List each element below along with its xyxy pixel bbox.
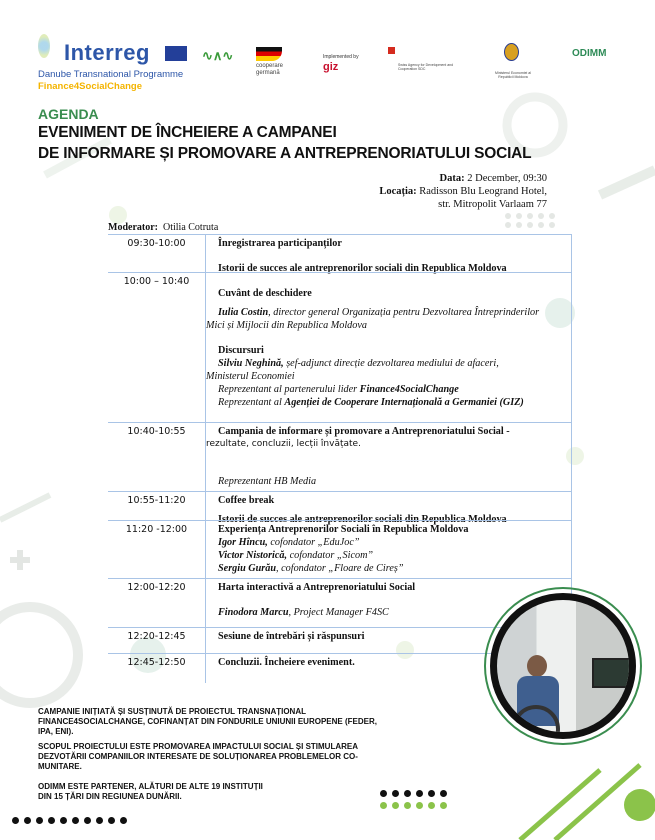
speaker-name: Istorii de succes ale antreprenorilor sociali din Republica Moldova: [218, 263, 507, 274]
line-text: , cofondator „Floare de Cireș”: [276, 563, 404, 574]
deco-line: [520, 770, 600, 840]
footer-partners: ODIMM ESTE PARTENER, ALĂTURI DE ALTE 19 INSTITUȚII DIN 15 ȚĂRI DIN REGIUNEA DUNĂRII.: [38, 782, 263, 801]
agenda-line: [218, 536, 567, 549]
deco-dot: [549, 222, 555, 228]
agenda-line: [206, 319, 567, 332]
agenda-content: [205, 492, 572, 525]
ministry-logo: Ministerul Economiei al Republicii Moldova: [495, 71, 531, 79]
agenda-time: 10:55-11:20: [127, 495, 186, 506]
agenda-row: [108, 272, 572, 423]
organization-name: Finance4SocialChange: [359, 384, 459, 395]
speaker-name: Experiența Antreprenorilor Sociali în Republica Moldova: [218, 524, 469, 535]
swiss-logo: Swiss Agency for Development and Cooperation SDC: [398, 63, 454, 71]
deco-ring: [0, 607, 78, 703]
speaker-name: Coffee break: [218, 495, 275, 506]
odimm-logo: ODIMM: [572, 48, 607, 59]
agenda-row: [108, 491, 572, 525]
agenda-content: [205, 273, 572, 423]
speaker-name: Concluzii. Încheiere eveniment.: [218, 657, 355, 668]
project-name: Finance4SocialChange: [38, 81, 143, 92]
agenda-line: [218, 562, 567, 575]
agenda-line: [206, 438, 567, 451]
event-photo: [484, 587, 642, 745]
deco-dot: [12, 817, 19, 824]
line-text: Reprezentant al: [218, 397, 285, 408]
agenda-row: [108, 234, 572, 273]
german-flag-icon: [256, 47, 282, 61]
date-label: Data:: [439, 173, 465, 184]
agenda-line: [218, 494, 567, 507]
cooperare-logo: cooperare germană: [256, 63, 284, 76]
deco-dot: [428, 802, 435, 809]
deco-dot: [549, 213, 555, 219]
location-value: Radisson Blu Leogrand Hotel,: [416, 186, 547, 197]
deco-dot: [392, 802, 399, 809]
deco-dot: [538, 213, 544, 219]
date-value: 2 December, 09:30: [464, 173, 547, 184]
agenda-time: 10:40-10:55: [127, 426, 186, 437]
line-text: șef-adjunct direcție dezvoltarea mediului de afaceri,: [283, 358, 499, 369]
agenda-line: [218, 549, 567, 562]
agenda-line: [218, 396, 567, 409]
giz-logo: giz: [323, 61, 339, 73]
line-text: Reprezentant al partenerului lider: [218, 384, 360, 395]
line-text: Reprezentant HB Media: [218, 476, 317, 487]
deco-dot: [84, 817, 91, 824]
moldova-coat-of-arms-icon: [504, 43, 519, 61]
speaker-name: Igor Hîncu,: [218, 537, 268, 548]
deco-dot: [404, 802, 411, 809]
deco-dot: [516, 213, 522, 219]
speaker-name: Campania de informare și promovare a Antreprenoriatului Social -: [218, 426, 510, 437]
deco-dot: [416, 790, 423, 797]
agenda-line: [218, 237, 567, 250]
agenda-line: [218, 581, 567, 594]
speaker-name: Silviu Neghină,: [218, 358, 284, 369]
footer-scope: SCOPUL PROIECTULUI ESTE PROMOVAREA IMPACTULUI SOCIAL ȘI STIMULAREA DEZVOTĂRII COMPANIILOR INTERESATE DE SOLUȚIONAREA PROBLEMELOR CO-MUNITARE.: [38, 742, 358, 771]
deco-dot: [527, 222, 533, 228]
moderator-name: Otilia Cotruta: [162, 222, 219, 233]
implemented-by: Implemented by: [323, 54, 359, 60]
deco-line: [0, 495, 50, 520]
line-text: , director general Organizația pentru Dezvoltarea Întreprinderilor: [268, 307, 540, 318]
agenda-line: [218, 383, 567, 396]
line-text: cofondator „EduJoc”: [267, 537, 360, 548]
speaker-name: Cuvânt de deschidere: [218, 288, 312, 299]
speaker-name: Înregistrarea participanților: [218, 238, 342, 249]
agenda-time: 12:00-12:20: [127, 582, 186, 593]
line-text: Ministerul Economiei: [206, 371, 295, 382]
spacer: [218, 275, 567, 287]
agenda-row: [108, 422, 572, 492]
spacer: [218, 250, 567, 262]
speaker-name: Sesiune de întrebări și răspunsuri: [218, 631, 365, 642]
agenda-line: [218, 287, 567, 300]
event-date: [379, 172, 547, 185]
deco-dot: [392, 790, 399, 797]
moderator: [108, 222, 218, 233]
line-text: cofondator „Sicom”: [287, 550, 374, 561]
deco-plus: [10, 550, 30, 570]
agenda-time: 12:20-12:45: [127, 631, 186, 642]
agenda-line: [218, 357, 567, 370]
deco-dot: [505, 222, 511, 228]
organization-name: Agenției de Cooperare Internațională a Germaniei (GIZ): [284, 397, 524, 408]
speaker-name: Sergiu Gurău: [218, 563, 277, 574]
speaker-name: Discursuri: [218, 345, 264, 356]
agenda-time: 12:45-12:50: [127, 657, 186, 668]
event-location: [379, 185, 547, 198]
monitor-icon: [592, 658, 631, 688]
deco-dot: [48, 817, 55, 824]
event-meta: [379, 172, 547, 211]
programme-name: Danube Transnational Programme: [38, 69, 184, 80]
agenda-line: [218, 344, 567, 357]
agenda-line: [218, 306, 567, 319]
deco-dot: [380, 802, 387, 809]
line-text: rezultate, concluzii, lecții învățate.: [206, 439, 361, 449]
agenda-time: 11:20 -12:00: [125, 524, 188, 535]
page-title-line2: DE INFORMARE ȘI PROMOVARE A ANTREPRENORIATULUI SOCIAL: [38, 145, 532, 162]
deco-dot: [404, 790, 411, 797]
agenda-time: 10:00 – 10:40: [123, 276, 190, 287]
speaker-name: Istorii de succes ale antreprenorilor sociali din Republica Moldova: [218, 514, 507, 525]
deco-dot: [527, 213, 533, 219]
line-text: , Project Manager F4SC: [288, 607, 389, 618]
agenda-line: [218, 475, 567, 488]
deco-dot: [538, 222, 544, 228]
deco-dot: [624, 789, 655, 821]
speaker-name: Harta interactivă a Antreprenoriatului Social: [218, 582, 416, 593]
spacer: [218, 463, 567, 475]
speaker-name: Iulia Costin: [218, 307, 269, 318]
interreg-emblem-icon: [38, 34, 50, 58]
agenda-content: [205, 423, 572, 492]
eu-flag-icon: [165, 46, 187, 61]
deco-dot: [72, 817, 79, 824]
agenda-line: [218, 523, 567, 536]
spacer: [218, 451, 567, 463]
deco-dot: [416, 802, 423, 809]
speaker-name: Finodora Marcu: [218, 607, 289, 618]
interreg-logo: Interreg: [64, 40, 150, 65]
photo-person-wheelchair: [490, 593, 636, 739]
agenda-row: [108, 520, 572, 579]
deco-dot: [108, 817, 115, 824]
agenda-time: 09:30-10:00: [127, 238, 186, 249]
event-address: str. Mitropolit Varlaam 77: [438, 199, 547, 210]
agenda-label: AGENDA: [38, 106, 99, 122]
deco-dot: [120, 817, 127, 824]
spacer: [218, 332, 567, 344]
deco-dot: [516, 222, 522, 228]
agenda-content: [205, 521, 572, 579]
person-head: [527, 655, 547, 677]
speaker-name: Victor Nistorică,: [218, 550, 288, 561]
deco-dot: [440, 802, 447, 809]
agenda-line: [218, 425, 567, 438]
deco-dot: [60, 817, 67, 824]
deco-dot: [380, 790, 387, 797]
partner-logo-icon: ∿∧∿: [202, 48, 234, 63]
line-text: Mici și Mijlocii din Republica Moldova: [206, 320, 367, 331]
deco-line: [600, 170, 655, 195]
deco-dot: [505, 213, 511, 219]
deco-dot: [428, 790, 435, 797]
deco-dot: [96, 817, 103, 824]
footer-campaign: CAMPANIE INIȚIATĂ ȘI SUSȚINUTĂ DE PROIECTUL TRANSNAȚIONAL FINANCE4SOCIALCHANGE, COFINANȚAT DIN FONDURILE UNIUNII EUROPENE (FEDER, IPA, ENI).: [38, 707, 377, 736]
moderator-label: Moderator:: [108, 222, 158, 233]
page-title-line1: EVENIMENT DE ÎNCHEIERE A CAMPANEI: [38, 124, 337, 141]
agenda-content: [205, 235, 572, 273]
deco-dot: [24, 817, 31, 824]
swiss-flag-icon: [388, 47, 395, 54]
agenda-line: [206, 370, 567, 383]
location-label: Locația:: [379, 186, 417, 197]
deco-dot: [440, 790, 447, 797]
deco-dot: [36, 817, 43, 824]
